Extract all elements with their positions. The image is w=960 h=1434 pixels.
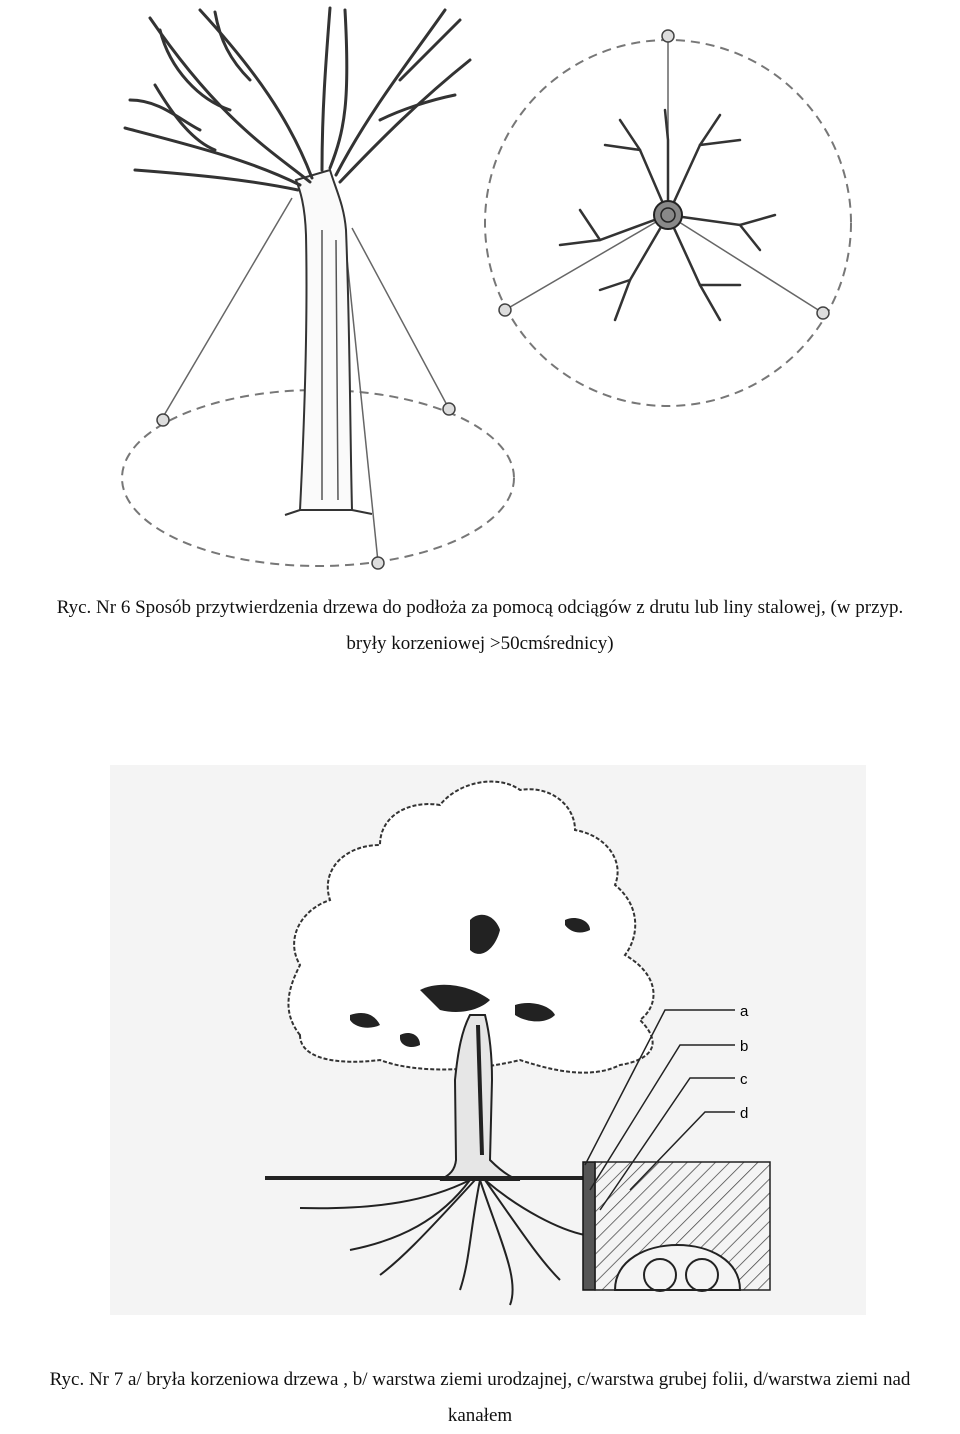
label-c: c [740, 1071, 748, 1088]
figure-7-illustration [0, 760, 960, 1320]
label-a: a [740, 1003, 749, 1020]
figure-6-caption-line-2: bryły korzeniowej >50cmśrednicy) [346, 633, 614, 654]
foil-barrier [583, 1162, 595, 1290]
figure-6-caption-line-1: Ryc. Nr 6 Sposób przytwierdzenia drzewa do podłoża za pomocą odciągów z drutu lub liny stalowej, (w przyp. [56, 597, 904, 618]
plan-view-anchors [499, 30, 829, 319]
figure-7-caption-line-2: kanałem [447, 1405, 513, 1426]
figure-6-illustration [0, 0, 960, 590]
label-b: b [740, 1038, 749, 1055]
figure-7-caption-line-1: Ryc. Nr 7 a/ bryła korzeniowa drzewa , b/ warstwa ziemi urodzajnej, c/warstwa grubej folii, d/warstwa ziemi nad [49, 1369, 911, 1390]
figure-6-caption [0, 590, 960, 662]
figure-7-caption [0, 1362, 960, 1434]
plan-view-trunk [654, 201, 682, 229]
label-d: d [740, 1105, 749, 1122]
tree-trunk [285, 170, 372, 515]
plan-view-guy-lines [505, 36, 823, 313]
tree-branches [125, 8, 470, 190]
